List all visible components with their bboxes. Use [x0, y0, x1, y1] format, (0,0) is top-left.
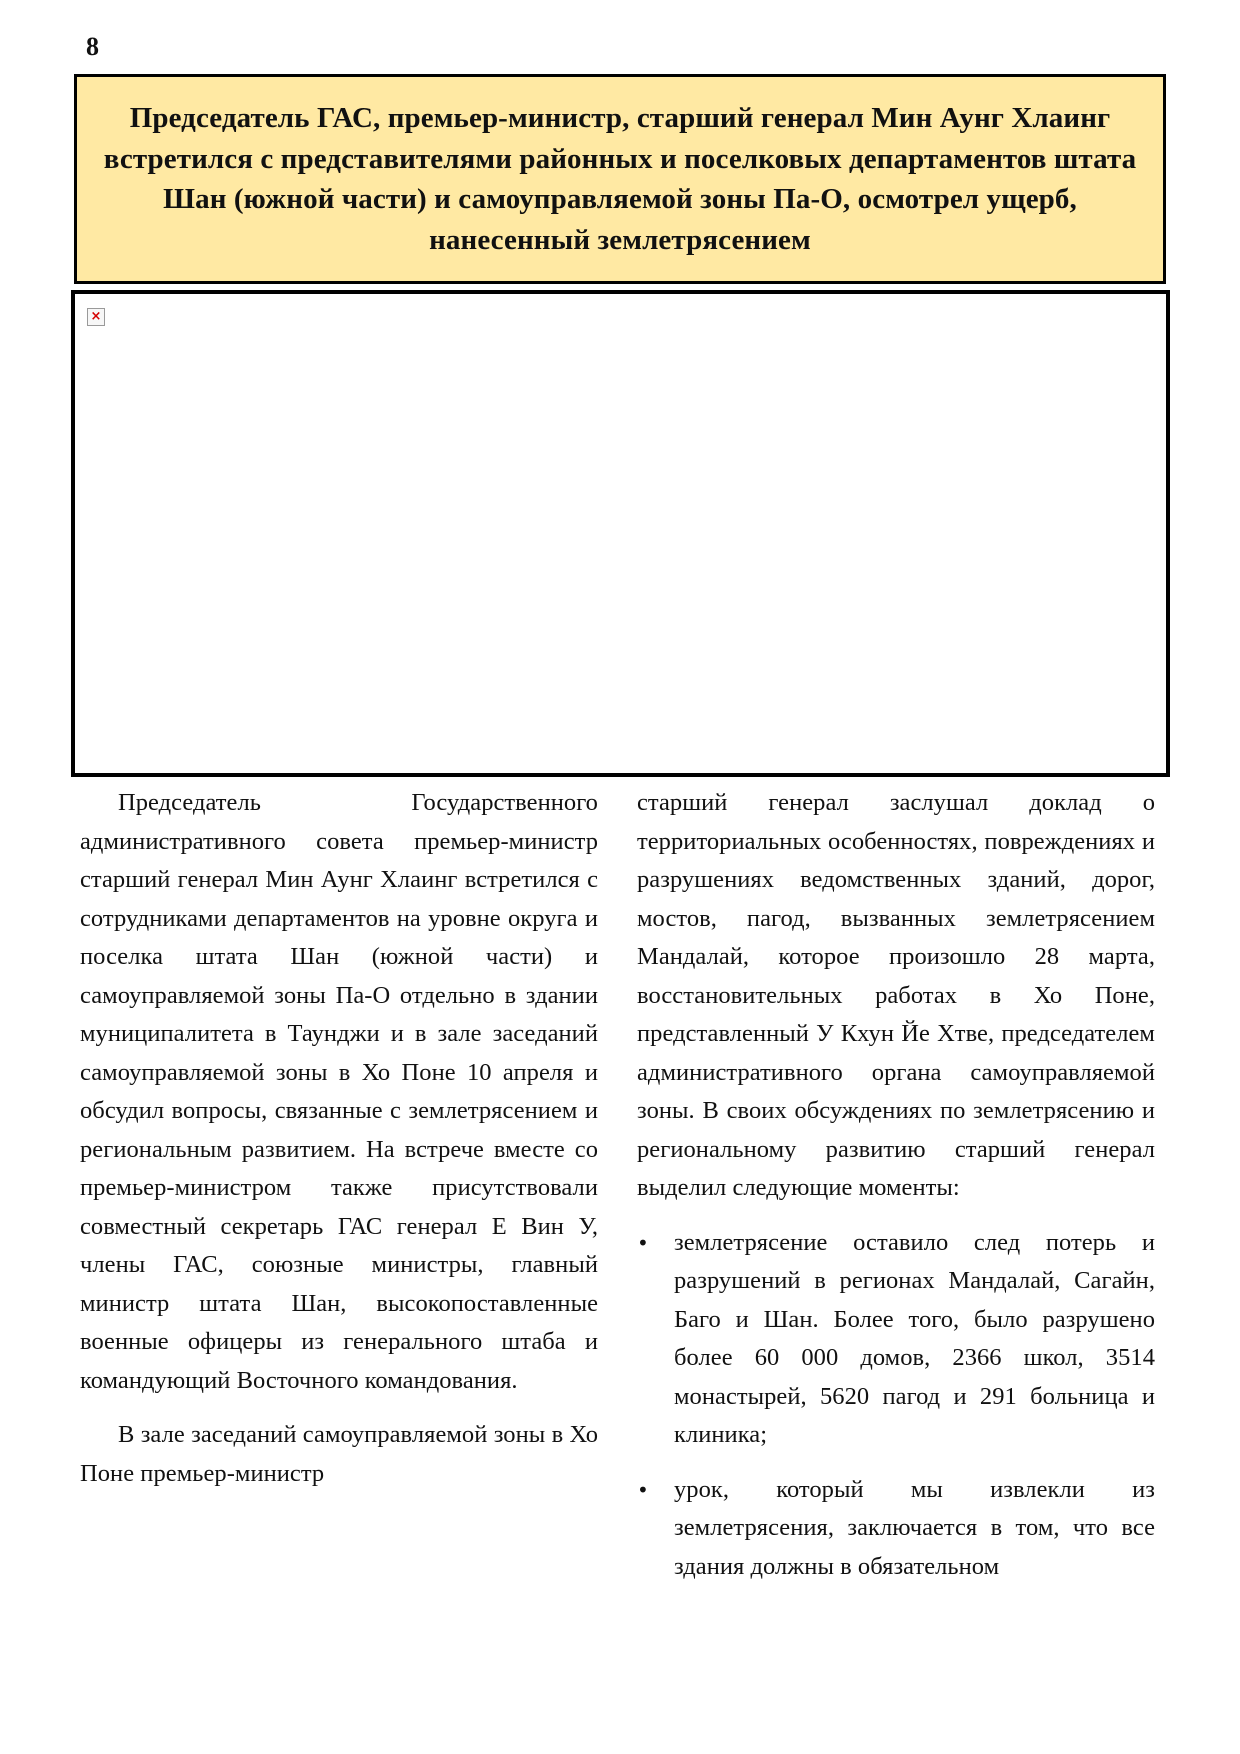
left-paragraph-2: В зале заседаний самоуправляемой зоны в Хо Поне премьер-министр: [80, 1421, 598, 1487]
broken-image-icon: ×: [87, 308, 105, 326]
bullet-item-1: • землетрясение оставило след потерь и разрушений в регионах Мандалай, Сагайн, Баго и Шан. Более того, было разрушено более 60 000 домов, 2366 школ, 3514 монастырей, 5620 пагод и 291 больница и клиника;: [637, 1224, 1155, 1455]
bullet-item-2: • урок, который мы извлекли из землетрясения, заключается в том, что все здания должны в обязательном: [637, 1471, 1155, 1587]
left-column: [80, 784, 598, 1509]
article-image-placeholder: [71, 290, 1170, 777]
bullet-list: [637, 1224, 1155, 1587]
right-paragraph: старший генерал заслушал доклад о территориальных особенностях, повреждениях и разрушениях ведомственных зданий, дорог, мостов, пагод, вызванных землетрясением Мандалай, которое произошло 28 марта, восстановительных работах в Хо Поне, представленный У Кхун Йе Хтве, председателем административного органа самоуправляемой зоны. В своих обсуждениях по землетрясению и региональному развитию старший генерал выделил следующие моменты:: [637, 789, 1155, 1201]
headline-box: [74, 74, 1166, 284]
headline: Председатель ГАС, премьер-министр, старший генерал Мин Аунг Хлаинг встретился с представителями районных и поселковых департаментов штата Шан (южной части) и самоуправляемой зоны Па-О, осмотрел ущерб, нанесенный землетрясением: [103, 102, 1137, 256]
right-column: [637, 784, 1155, 1602]
left-paragraph-1: Председатель Государственного административного совета премьер-министр старший генерал Мин Аунг Хлаинг встретился с сотрудниками департаментов на уровне округа и поселка штата Шан (южной части) и самоуправляемой зоны Па-О отдельно в здании муниципалитета в Таунджи и в зале заседаний самоуправляемой зоны в Хо Поне 10 апреля и обсудил вопросы, связанные с землетрясением и региональным развитием. На встрече вместе со премьер-министром также присутствовали совместный секретарь ГАС генерал Е Вин У, члены ГАС, союзные министры, главный министр штата Шан, высокопоставленные военные офицеры из генерального штаба и командующий Восточного командования.: [80, 789, 598, 1394]
page-number: 8: [86, 32, 99, 61]
